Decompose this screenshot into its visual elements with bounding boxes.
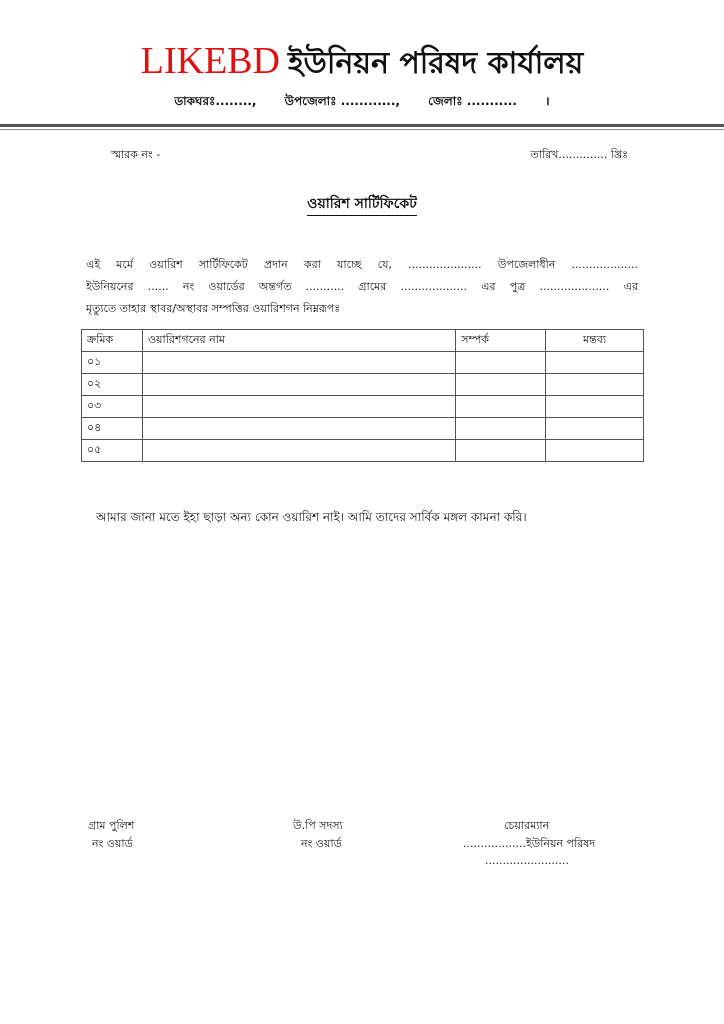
serial-cell: ০৫ — [82, 440, 143, 462]
body-line: ইউনিয়নের ...... নং ওয়ার্ডের অন্তর্গত ........... গ্রামের ................... এর পুত্র .................... এর — [86, 280, 638, 293]
serial-cell: ০৩ — [82, 396, 143, 418]
remarks-cell — [546, 440, 644, 462]
upazila-field: উপজেলাঃ ............, — [284, 94, 400, 108]
relation-cell — [456, 374, 546, 396]
member-ward-label: নং ওয়ার্ড — [301, 837, 342, 850]
relation-cell — [456, 352, 546, 374]
table-row — [82, 352, 644, 374]
district-field: জেলাঃ ........... — [428, 94, 517, 108]
table-row — [82, 418, 644, 440]
relation-cell — [456, 396, 546, 418]
table-row — [82, 374, 644, 396]
date-field: তারিখ.............. খ্রিঃ — [530, 148, 628, 161]
serial-cell: ০২ — [82, 374, 143, 396]
header-relation: সম্পর্ক — [456, 330, 546, 352]
header-remarks: মন্তব্য — [546, 330, 644, 352]
chairman-name-line: ........................ — [485, 854, 569, 867]
certificate-body — [86, 254, 638, 320]
header-divider-thin — [0, 129, 724, 130]
chairman-union-label: ..................ইউনিয়ন পরিষদ — [463, 837, 595, 850]
relation-cell — [456, 418, 546, 440]
address-line — [0, 92, 724, 113]
remarks-cell — [546, 396, 644, 418]
post-office-field: ডাকঘরঃ........, — [174, 94, 257, 108]
heir-name-cell — [142, 440, 455, 462]
member-signature-title: উ.পি সদস্য — [293, 819, 343, 832]
heir-name-cell — [142, 374, 455, 396]
heirs-table — [81, 329, 644, 462]
heir-name-cell — [142, 418, 455, 440]
closing-statement: আমার জানা মতে ইহা ছাড়া অন্য কোন ওয়ারিশ নাই। আমি তাদের সার্বিক মঙ্গল কামনা করি। — [96, 510, 527, 524]
certificate-title-wrap — [0, 192, 724, 216]
address-end-mark: । — [545, 94, 550, 108]
table-row — [82, 440, 644, 462]
body-line: মৃত্যুতে তাহার স্থাবর/অস্থাবর সম্পত্তির ওয়ারিশগন নিম্নরূপঃ — [86, 302, 341, 315]
table-row — [82, 396, 644, 418]
certificate-title: ওয়ারিশ সার্টিফিকেট — [307, 196, 417, 216]
office-header — [0, 36, 724, 93]
body-line: এই মর্মে ওয়ারিশ সার্টিফিকেট প্রদান করা যাচ্ছে যে, ..................... উপজেলাধীন ................... — [86, 258, 638, 271]
memo-number: স্মারক নং - — [111, 148, 161, 161]
heir-name-cell — [142, 352, 455, 374]
header-heir-name: ওয়ারিশগনের নাম — [142, 330, 455, 352]
heir-name-cell — [142, 396, 455, 418]
police-signature-title: গ্রাম পুলিশ — [88, 819, 135, 832]
remarks-cell — [546, 418, 644, 440]
header-divider — [0, 124, 724, 127]
brand-name: LIKEBD — [140, 40, 280, 82]
header-serial: ক্রমিক — [82, 330, 143, 352]
office-name: ইউনিয়ন পরিষদ কার্যালয় — [287, 46, 584, 81]
table-header-row — [82, 330, 644, 352]
remarks-cell — [546, 352, 644, 374]
serial-cell: ০৪ — [82, 418, 143, 440]
police-ward-label: নং ওয়ার্ড — [92, 837, 133, 850]
relation-cell — [456, 440, 546, 462]
chairman-signature-title: চেয়ারম্যান — [504, 819, 550, 832]
serial-cell: ০১ — [82, 352, 143, 374]
remarks-cell — [546, 374, 644, 396]
